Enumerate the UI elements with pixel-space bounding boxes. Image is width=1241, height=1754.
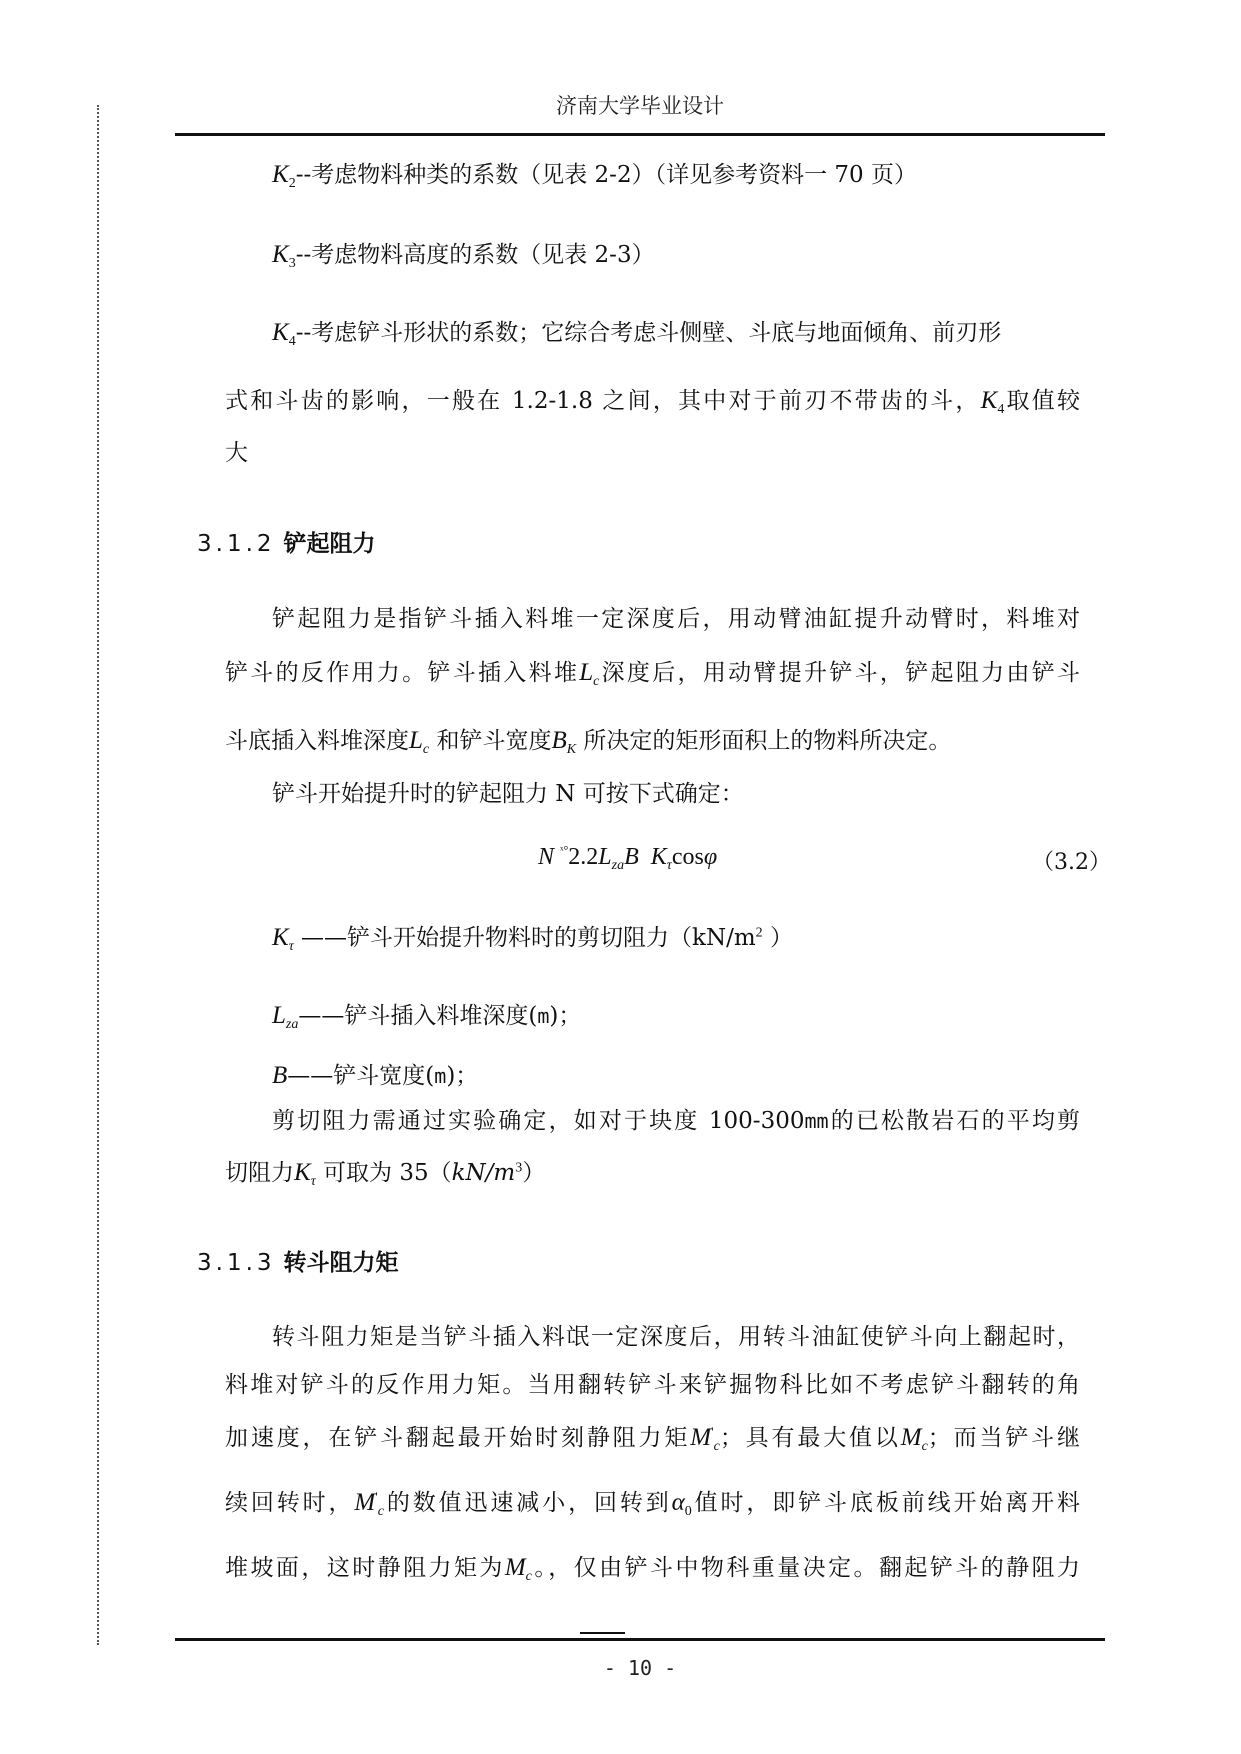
- paragraph-line: 堆坡面，这时静阻力矩为$M_c$。，仅由铲斗中物科重量决定。翻起铲斗的静阻力: [225, 1554, 1081, 1584]
- lza-definition: $L_{za}——$铲斗插入料堆深度(m)；: [272, 1002, 582, 1032]
- formula-3-2: N $^{ˣ^\circ}2.2L_{za}B$ $K_\tau\cos\varphi$: [538, 843, 718, 873]
- paragraph-line: 剪切阻力需通过实验确定，如对于块度 100-300mm的已松散岩石的平均剪: [272, 1108, 1080, 1134]
- paragraph-line: 切阻力$K_\tau$ 可取为 $35(kN/m^3)$: [225, 1159, 546, 1189]
- section-heading-3-1-3: 3.1.3 转斗阻力矩: [197, 1250, 399, 1276]
- section-heading-3-1-2: 3.1.2 铲起阻力: [197, 531, 376, 557]
- k4-definition-line3: 大: [225, 440, 248, 466]
- paragraph-line: 转斗阻力矩是当铲斗插入料氓一定深度后，用转斗油缸使铲斗向上翻起时，: [272, 1324, 1080, 1350]
- kt-definition: $K_\tau$ ——铲斗开始提升物料时的剪切阻力（$kN/m^2$ ）: [272, 924, 793, 954]
- formula-number: （3.2）: [1032, 850, 1111, 875]
- header-rule: [175, 133, 1105, 136]
- k2-definition: $K_2--$考虑物料种类的系数（见表 2-2）（详见参考资料一 70 页）: [272, 161, 917, 191]
- page-number: - 10 -: [603, 1656, 677, 1680]
- footer-rule: [175, 1638, 1105, 1641]
- paragraph-line: 铲斗开始提升时的铲起阻力 N 可按下式确定：: [272, 781, 744, 807]
- k4-definition-line2: 式和斗齿的影响，一般在 1.2-1.8 之间，其中对于前刃不带齿的斗，$K_4$取值较: [225, 387, 1080, 417]
- b-definition: B——铲斗宽度(m)；: [272, 1062, 479, 1089]
- binding-margin-line: [97, 105, 99, 1645]
- paragraph-line: 料堆对铲斗的反作用力矩。当用翻转铲斗来铲掘物科比如不考虑铲斗翻转的角: [225, 1372, 1080, 1398]
- paragraph-line: 斗底插入料堆深度$L_c$ 和铲斗宽度$B_K$ 所决定的矩形面积上的物料所决定。: [225, 727, 952, 757]
- paragraph-line: 铲起阻力是指铲斗插入料堆一定深度后，用动臂油缸提升动臂时，料堆对: [272, 606, 1080, 632]
- k4-definition: $K_4--$考虑铲斗形状的系数；它综合考虑斗侧壁、斗底与地面倾角、前刃形: [272, 319, 1002, 349]
- paragraph-line: 铲斗的反作用力。铲斗插入料堆$L_c$深度后，用动臂提升铲斗，铲起阻力由铲斗: [225, 659, 1081, 689]
- paragraph-line: 续回转时，$M'_c$的数值迅速减小，回转到$\alpha_0$值时，即铲斗底板前线开始离开料: [225, 1489, 1081, 1519]
- paragraph-line: 加速度，在铲斗翻起最开始时刻静阻力矩$M'_c$；具有最大值以$M_c$；而当铲斗继: [225, 1424, 1081, 1454]
- k3-definition: $K_3--$考虑物料高度的系数（见表 2-3）: [272, 241, 655, 271]
- footer-rule-mark: [580, 1632, 625, 1634]
- page-header-title: 济南大学毕业设计: [556, 94, 724, 118]
